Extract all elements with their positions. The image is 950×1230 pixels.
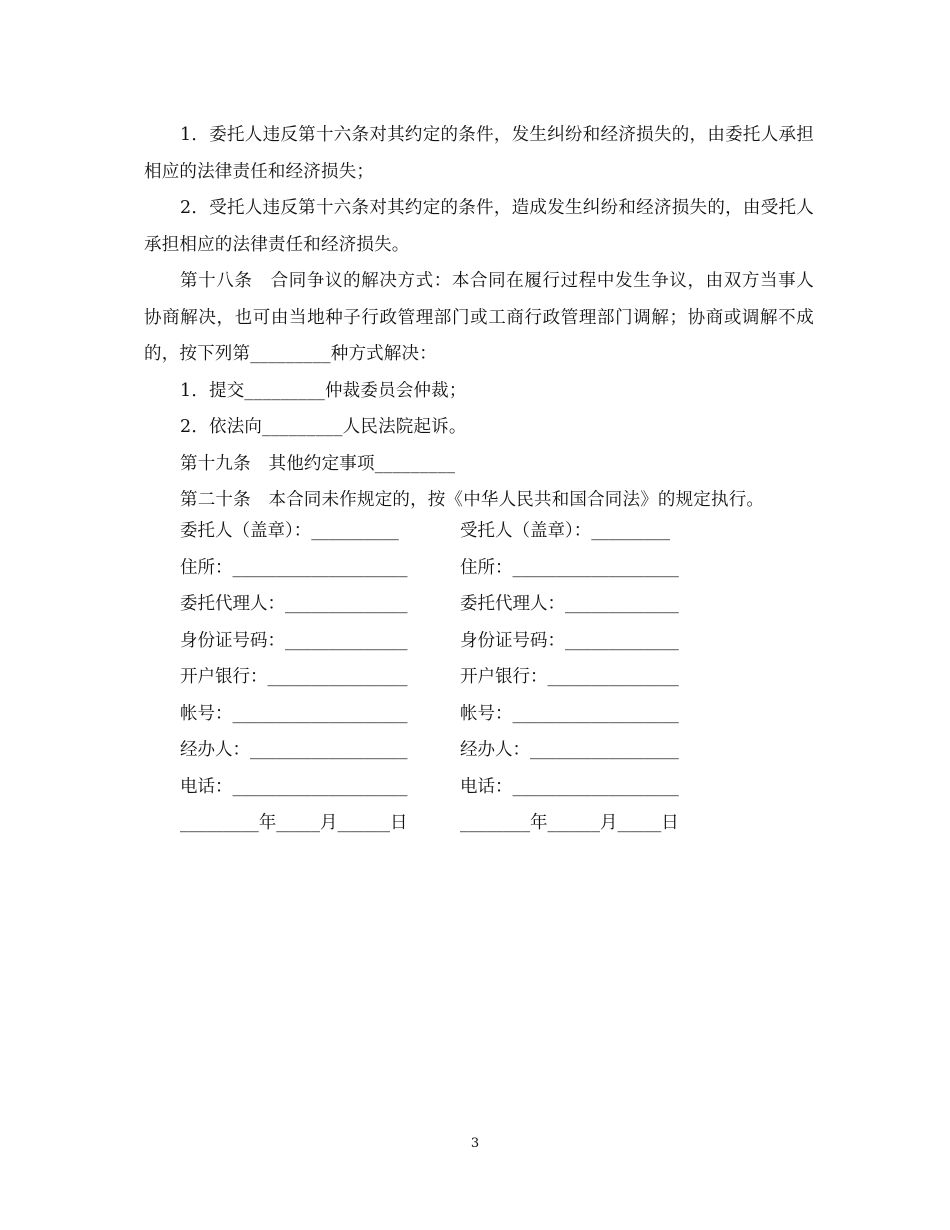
principal-address-field: 住所：____________________ bbox=[180, 557, 408, 578]
principal-seal-field: 委托人（盖章）：__________ bbox=[180, 521, 399, 541]
signature-row-id-number bbox=[180, 623, 720, 660]
signature-row-handler bbox=[180, 732, 720, 769]
agent-seal-field: 受托人（盖章）：_________ bbox=[460, 521, 670, 541]
agent-bank-field: 开户银行：_______________ bbox=[460, 667, 679, 687]
dispute-option-arbitration: 1．提交_________仲裁委员会仲裁； bbox=[180, 380, 467, 401]
signature-block bbox=[180, 513, 720, 842]
agent-account-field: 帐号：___________________ bbox=[460, 703, 679, 724]
agent-date-field: ________年______月_____日 bbox=[460, 813, 679, 833]
agent-representative-field: 委托代理人：_____________ bbox=[460, 594, 679, 614]
agent-id-number-field: 身份证号码：_____________ bbox=[460, 630, 679, 651]
principal-handler-field: 经办人：__________________ bbox=[180, 740, 408, 760]
principal-representative-field: 委托代理人：______________ bbox=[180, 594, 408, 614]
signature-row-representative bbox=[180, 586, 720, 623]
signature-row-bank bbox=[180, 659, 720, 696]
clause-breach-agent: 2．受托人违反第十六条对其约定的条件，造成发生纠纷和经济损失的，由受托人承担相应的法律责任和经济损失。 bbox=[144, 198, 814, 255]
signature-row-seal bbox=[180, 513, 720, 550]
contract-body bbox=[144, 117, 814, 519]
clause-breach-principal: 1．委托人违反第十六条对其约定的条件，发生纠纷和经济损失的，由委托人承担相应的法律责任和经济损失； bbox=[144, 125, 814, 182]
agent-address-field: 住所：___________________ bbox=[460, 557, 679, 578]
article-19-other-matters: 第十九条 其他约定事项_________ bbox=[180, 453, 456, 474]
principal-bank-field: 开户银行：________________ bbox=[180, 667, 408, 687]
signature-row-account bbox=[180, 696, 720, 733]
dispute-option-litigation: 2．依法向_________人民法院起诉。 bbox=[180, 417, 467, 437]
article-20-unspecified-matters: 第二十条 本合同未作规定的，按《中华人民共和国合同法》的规定执行。 bbox=[180, 490, 765, 510]
principal-id-number-field: 身份证号码：______________ bbox=[180, 630, 408, 651]
signature-row-date bbox=[180, 805, 720, 842]
agent-phone-field: 电话：___________________ bbox=[460, 776, 679, 797]
principal-account-field: 帐号：____________________ bbox=[180, 703, 408, 724]
signature-row-address bbox=[180, 550, 720, 587]
article-18-dispute-resolution: 第十八条 合同争议的解决方式：本合同在履行过程中发生争议，由双方当事人协商解决，也可由当地种子行政管理部门或工商行政管理部门调解；协商或调解不成的，按下列第_________种方式解决： bbox=[144, 271, 814, 364]
agent-handler-field: 经办人：_________________ bbox=[460, 740, 679, 760]
signature-row-phone bbox=[180, 769, 720, 806]
page-number: 3 bbox=[470, 1136, 480, 1151]
principal-phone-field: 电话：____________________ bbox=[180, 776, 408, 797]
principal-date-field: _________年_____月______日 bbox=[180, 813, 408, 833]
